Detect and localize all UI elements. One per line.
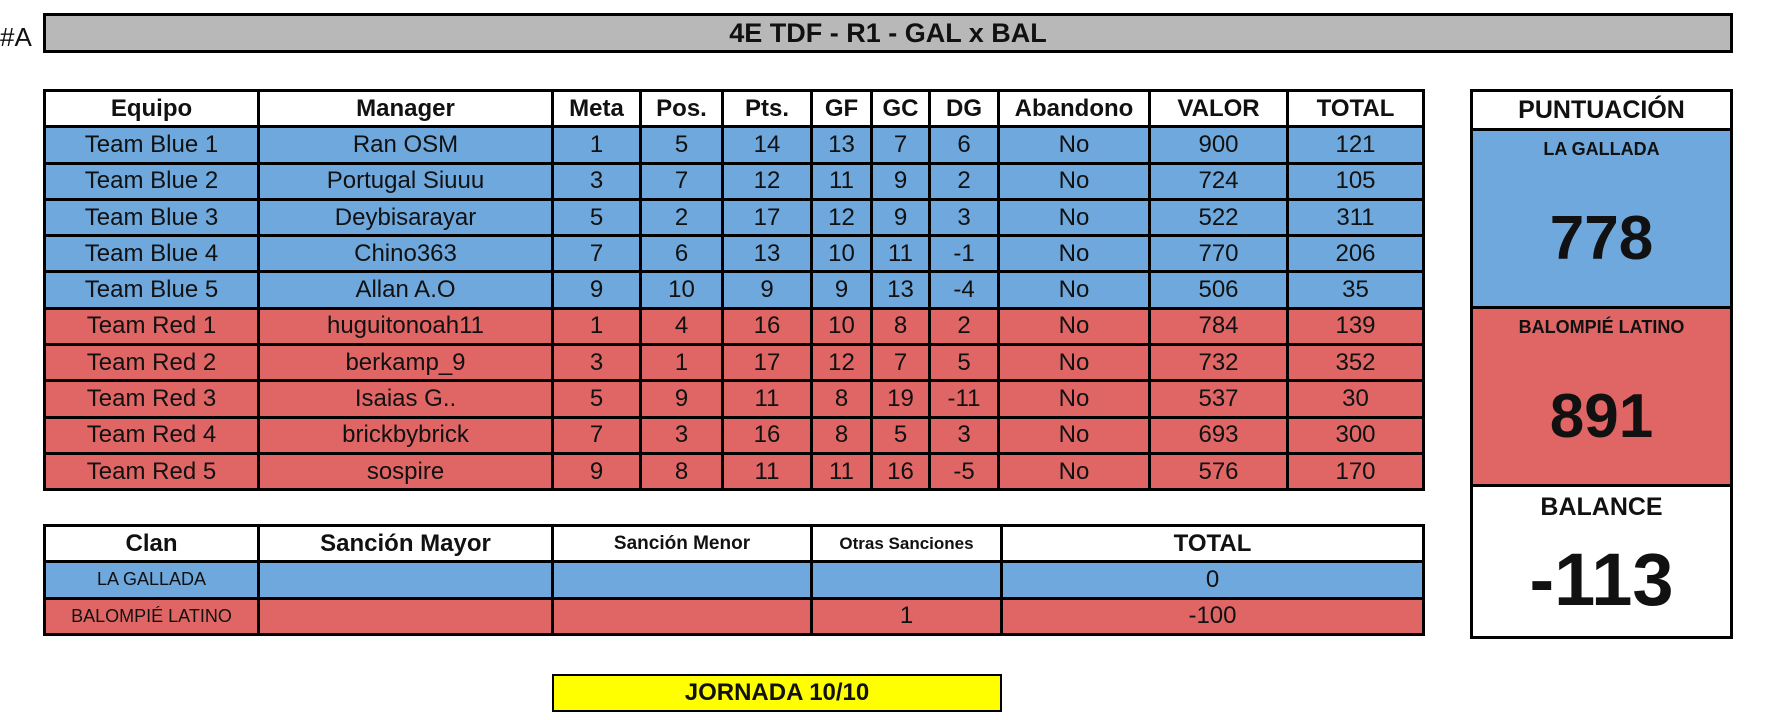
- teams-cell: Team Red 3: [45, 381, 259, 417]
- teams-cell: 9: [641, 381, 723, 417]
- teams-cell: 17: [723, 345, 812, 381]
- teams-cell: 14: [723, 127, 812, 163]
- teams-cell: 16: [872, 453, 930, 489]
- balance-value: -113: [1529, 538, 1674, 621]
- teams-row: [45, 453, 1424, 489]
- teams-cell: -5: [930, 453, 999, 489]
- sanctions-cell: LA GALLADA: [45, 562, 259, 598]
- teams-cell: 19: [872, 381, 930, 417]
- teams-cell: 11: [812, 453, 872, 489]
- teams-header-cell: Manager: [259, 91, 553, 127]
- teams-cell: Team Red 4: [45, 417, 259, 453]
- sanctions-cell: [812, 562, 1002, 598]
- teams-cell: Chino363: [259, 236, 553, 272]
- teams-table: [43, 89, 1425, 491]
- teams-cell: 3: [553, 163, 641, 199]
- teams-cell: No: [999, 417, 1150, 453]
- teams-cell: 121: [1288, 127, 1424, 163]
- teams-cell: 17: [723, 199, 812, 235]
- teams-cell: 12: [812, 345, 872, 381]
- teams-header-cell: Pts.: [723, 91, 812, 127]
- teams-cell: 10: [641, 272, 723, 308]
- teams-header-cell: Abandono: [999, 91, 1150, 127]
- teams-cell: 206: [1288, 236, 1424, 272]
- teams-cell: 1: [553, 308, 641, 344]
- teams-cell: 5: [641, 127, 723, 163]
- teams-cell: 6: [641, 236, 723, 272]
- teams-header-cell: Meta: [553, 91, 641, 127]
- teams-cell: 7: [553, 417, 641, 453]
- teams-header-cell: TOTAL: [1288, 91, 1424, 127]
- teams-row: [45, 127, 1424, 163]
- teams-cell: 300: [1288, 417, 1424, 453]
- teams-cell: 16: [723, 417, 812, 453]
- teams-header-cell: GC: [872, 91, 930, 127]
- teams-header-cell: VALOR: [1150, 91, 1288, 127]
- teams-cell: 2: [930, 163, 999, 199]
- sanctions-header-cell: Otras Sanciones: [812, 526, 1002, 562]
- teams-cell: 13: [812, 127, 872, 163]
- teams-header-cell: Equipo: [45, 91, 259, 127]
- clan-a-score: 778: [1549, 204, 1654, 273]
- teams-cell: 30: [1288, 381, 1424, 417]
- teams-cell: 8: [812, 417, 872, 453]
- teams-cell: 3: [553, 345, 641, 381]
- match-title: 4E TDF - R1 - GAL x BAL: [43, 13, 1733, 53]
- sanctions-header-row: [45, 526, 1424, 562]
- score-panel: [1470, 89, 1733, 639]
- teams-cell: berkamp_9: [259, 345, 553, 381]
- teams-cell: Team Red 1: [45, 308, 259, 344]
- teams-cell: No: [999, 127, 1150, 163]
- sanctions-cell: 0: [1002, 562, 1424, 598]
- teams-cell: 4: [641, 308, 723, 344]
- teams-cell: 170: [1288, 453, 1424, 489]
- teams-cell: 11: [723, 453, 812, 489]
- teams-row: [45, 417, 1424, 453]
- teams-cell: 522: [1150, 199, 1288, 235]
- teams-cell: Isaias G..: [259, 381, 553, 417]
- teams-cell: 139: [1288, 308, 1424, 344]
- teams-cell: 693: [1150, 417, 1288, 453]
- teams-cell: 13: [723, 236, 812, 272]
- teams-cell: 5: [553, 199, 641, 235]
- teams-cell: No: [999, 163, 1150, 199]
- teams-cell: 11: [872, 236, 930, 272]
- teams-cell: -4: [930, 272, 999, 308]
- teams-cell: Team Blue 5: [45, 272, 259, 308]
- teams-cell: 900: [1150, 127, 1288, 163]
- teams-cell: 770: [1150, 236, 1288, 272]
- teams-cell: 12: [723, 163, 812, 199]
- teams-cell: 9: [723, 272, 812, 308]
- teams-cell: 12: [812, 199, 872, 235]
- teams-cell: 5: [553, 381, 641, 417]
- teams-cell: No: [999, 453, 1150, 489]
- teams-cell: 9: [872, 163, 930, 199]
- teams-cell: 7: [641, 163, 723, 199]
- teams-header-cell: GF: [812, 91, 872, 127]
- teams-cell: 2: [930, 308, 999, 344]
- teams-cell: 13: [872, 272, 930, 308]
- teams-row: [45, 236, 1424, 272]
- teams-row: [45, 272, 1424, 308]
- teams-cell: No: [999, 236, 1150, 272]
- round-label: JORNADA 10/10: [552, 674, 1002, 712]
- clan-a-score-block: [1473, 131, 1730, 309]
- teams-cell: 2: [641, 199, 723, 235]
- sanctions-cell: -100: [1002, 598, 1424, 634]
- teams-cell: No: [999, 199, 1150, 235]
- teams-cell: 724: [1150, 163, 1288, 199]
- teams-cell: 537: [1150, 381, 1288, 417]
- teams-cell: 7: [872, 127, 930, 163]
- teams-cell: 576: [1150, 453, 1288, 489]
- teams-row: [45, 308, 1424, 344]
- teams-cell: 784: [1150, 308, 1288, 344]
- balance-label: BALANCE: [1540, 493, 1663, 521]
- clan-b-name: BALOMPIÉ LATINO: [1518, 317, 1685, 337]
- sheet-tag: #A: [0, 22, 32, 52]
- teams-cell: Ran OSM: [259, 127, 553, 163]
- sanctions-cell: BALOMPIÉ LATINO: [45, 598, 259, 634]
- teams-cell: 3: [641, 417, 723, 453]
- sanctions-header-cell: TOTAL: [1002, 526, 1424, 562]
- sanctions-table: [43, 524, 1425, 636]
- teams-cell: 105: [1288, 163, 1424, 199]
- teams-cell: No: [999, 381, 1150, 417]
- teams-cell: 8: [872, 308, 930, 344]
- teams-row: [45, 199, 1424, 235]
- teams-cell: 3: [930, 417, 999, 453]
- sanctions-cell: 1: [812, 598, 1002, 634]
- teams-cell: 9: [553, 453, 641, 489]
- teams-cell: 9: [812, 272, 872, 308]
- teams-cell: Deybisarayar: [259, 199, 553, 235]
- teams-cell: huguitonoah11: [259, 308, 553, 344]
- teams-cell: 35: [1288, 272, 1424, 308]
- teams-cell: 6: [930, 127, 999, 163]
- teams-cell: 16: [723, 308, 812, 344]
- sanctions-cell: [259, 562, 553, 598]
- teams-cell: 5: [872, 417, 930, 453]
- clan-b-score: 891: [1549, 382, 1654, 451]
- teams-cell: 506: [1150, 272, 1288, 308]
- teams-cell: 7: [553, 236, 641, 272]
- teams-cell: 1: [641, 345, 723, 381]
- teams-cell: -11: [930, 381, 999, 417]
- teams-cell: -1: [930, 236, 999, 272]
- teams-cell: 11: [723, 381, 812, 417]
- teams-cell: 9: [553, 272, 641, 308]
- sanctions-cell: [553, 562, 812, 598]
- teams-header-cell: Pos.: [641, 91, 723, 127]
- clan-b-score-block: [1473, 309, 1730, 487]
- sanctions-row: [45, 598, 1424, 634]
- teams-cell: 352: [1288, 345, 1424, 381]
- teams-cell: Team Red 5: [45, 453, 259, 489]
- teams-cell: 5: [930, 345, 999, 381]
- sanctions-cell: [553, 598, 812, 634]
- teams-cell: 1: [553, 127, 641, 163]
- sanctions-header-cell: Sanción Mayor: [259, 526, 553, 562]
- teams-cell: 311: [1288, 199, 1424, 235]
- teams-cell: 8: [812, 381, 872, 417]
- teams-cell: Allan A.O: [259, 272, 553, 308]
- balance-block: [1473, 487, 1730, 635]
- sanctions-header-cell: Clan: [45, 526, 259, 562]
- teams-cell: Team Blue 4: [45, 236, 259, 272]
- teams-cell: 8: [641, 453, 723, 489]
- teams-cell: No: [999, 308, 1150, 344]
- score-panel-header: PUNTUACIÓN: [1473, 92, 1730, 131]
- teams-row: [45, 381, 1424, 417]
- teams-cell: No: [999, 272, 1150, 308]
- sanctions-header-cell: Sanción Menor: [553, 526, 812, 562]
- teams-cell: Portugal Siuuu: [259, 163, 553, 199]
- teams-cell: 11: [812, 163, 872, 199]
- teams-cell: brickbybrick: [259, 417, 553, 453]
- teams-cell: Team Blue 2: [45, 163, 259, 199]
- teams-header-row: [45, 91, 1424, 127]
- teams-cell: Team Blue 3: [45, 199, 259, 235]
- teams-cell: 3: [930, 199, 999, 235]
- sanctions-cell: [259, 598, 553, 634]
- teams-cell: No: [999, 345, 1150, 381]
- clan-a-name: LA GALLADA: [1543, 139, 1660, 159]
- teams-cell: 9: [872, 199, 930, 235]
- teams-cell: Team Blue 1: [45, 127, 259, 163]
- teams-cell: 7: [872, 345, 930, 381]
- teams-header-cell: DG: [930, 91, 999, 127]
- teams-cell: Team Red 2: [45, 345, 259, 381]
- teams-cell: sospire: [259, 453, 553, 489]
- teams-cell: 732: [1150, 345, 1288, 381]
- teams-row: [45, 345, 1424, 381]
- sanctions-row: [45, 562, 1424, 598]
- teams-cell: 10: [812, 308, 872, 344]
- teams-cell: 10: [812, 236, 872, 272]
- teams-row: [45, 163, 1424, 199]
